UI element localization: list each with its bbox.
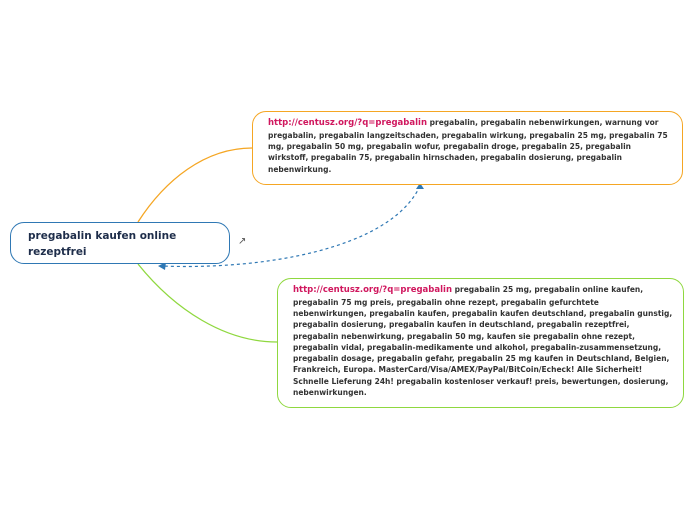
connector-orange xyxy=(138,148,252,222)
root-node-label: pregabalin kaufen online rezeptfrei xyxy=(28,230,177,258)
connector-green xyxy=(138,264,277,342)
external-link-icon[interactable]: ↗︎ xyxy=(238,236,247,247)
topic-1-url-link[interactable]: http://centusz.org/?q=pregabalin xyxy=(268,118,427,128)
topic-node-1[interactable] xyxy=(252,111,683,185)
topic-2-url-link[interactable]: http://centusz.org/?q=pregabalin xyxy=(293,285,452,295)
root-node[interactable] xyxy=(10,222,230,264)
topic-node-2[interactable] xyxy=(277,278,684,408)
topic-2-text: pregabalin 25 mg, pregabalin online kaufen, pregabalin 75 mg preis, pregabalin ohne rezept, pregabalin gefurchtete nebenwirkungen, pregabalin kaufen, pregabalin kaufen deutschland, pregabalin gunstig, pregabalin dosierung, pregabalin kaufen in deutschland, pregabalin rezeptfrei, pregabalin nebenwirkung, pregabalin 50 mg, kaufen sie pregabalin ohne rezept, pregabalin vidal, pregabalin-medikamente und alkohol, pregabalin-zusammensetzung, pregabalin dosage, pregabalin gefahr, pregabalin 25 mg kaufen in Deutschland, Belgien, Frankreich, Europa. MasterCard/Visa/AMEX/PayPal/BitCoin/Echeck! Alle Sicherheit! Schnelle Lieferung 24h! pregabalin kostenloser verkauf! preis, bewertungen, dosierung, nebenwirkungen. xyxy=(293,285,673,397)
topic-1-text: pregabalin, pregabalin nebenwirkungen, warnung vor pregabalin, pregabalin langzeitschaden, pregabalin wirkung, pregabalin 25 mg, pregabalin 75 mg, pregabalin 50 mg, pregabalin wofur, pregabalin droge, pregabalin 25, pregabalin wirkstoff, pregabalin 75, pregabalin hirnschaden, pregabalin dosierung, pregabalin nebenwirkung. xyxy=(268,118,668,174)
